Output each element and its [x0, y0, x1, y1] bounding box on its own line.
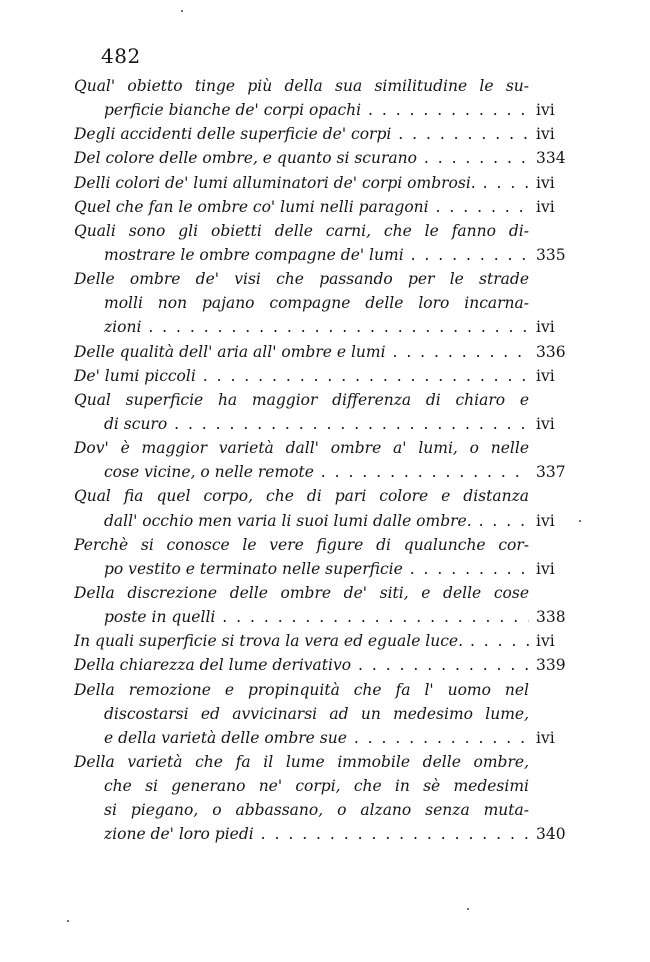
toc-entry-text: di scuro . . . [104, 412, 529, 436]
paper-speck [67, 920, 69, 922]
toc-page-ref: ivi [536, 366, 555, 385]
toc-entry-text: molli non pajano compagne delle loro incarna- [104, 294, 529, 313]
toc-line [74, 412, 574, 436]
toc-entry-text: Della chiarezza del lume derivativo . . . [74, 653, 529, 677]
paper-speck [467, 908, 469, 910]
toc-page-ref: ivi [536, 728, 555, 747]
page-number: 482 [101, 44, 141, 68]
toc-entry-text: mostrare le ombre compagne de' lumi . . . [104, 243, 529, 267]
toc-entry-text: Qual' obietto tinge più della sua similitudine le su- [74, 77, 529, 95]
toc-page-ref: 336 [536, 342, 566, 361]
toc-line [74, 605, 574, 629]
toc-page-ref: ivi [536, 101, 555, 120]
toc-page-ref: 339 [536, 656, 566, 675]
toc-page-ref: ivi [536, 511, 555, 530]
toc-line [74, 291, 574, 315]
toc-entry-text: Della remozione e propinquità che fa l' uomo nel [74, 680, 529, 699]
toc-line [74, 774, 574, 798]
toc-line [74, 629, 574, 653]
toc-entry-text: Dov' è maggior varietà dall' ombre a' lumi, o nelle [74, 439, 529, 458]
toc-entry-text: Quel che fan le ombre co' lumi nelli paragoni . . . [74, 195, 529, 219]
toc-entry-text: che si generano ne' corpi, che in sè medesimi [104, 777, 529, 796]
toc-page-ref: ivi [536, 632, 555, 651]
toc-line [74, 557, 574, 581]
toc-entry-text: De' lumi piccoli . . . [74, 364, 529, 388]
toc-entry-text: zioni . . . [104, 315, 529, 339]
toc-entry-text: dall' occhio men varia li suoi lumi dalle ombre. . . . [104, 509, 529, 533]
toc-line [74, 484, 574, 508]
toc-page-ref: ivi [536, 414, 555, 433]
toc-line [74, 726, 574, 750]
toc-line [74, 340, 574, 364]
toc-entry-text: Della discrezione delle ombre de' siti, e delle cose [74, 583, 529, 602]
toc-entry-text: po vestito e terminato nelle superficie . . . [104, 557, 529, 581]
toc-line [74, 315, 574, 339]
toc-entry-text: Delle ombre de' visi che passando per le strade [74, 270, 529, 289]
toc-line [74, 533, 574, 557]
toc-line [74, 364, 574, 388]
toc-page-ref: 335 [536, 245, 566, 264]
toc-entry-text: cose vicine, o nelle remote . . . [104, 460, 529, 484]
toc-entry-text: Delli colori de' lumi alluminatori de' corpi ombrosi. . . . [74, 171, 529, 195]
toc-line [74, 750, 574, 774]
toc-entry-text: Del colore delle ombre, e quanto si scurano . . . [74, 146, 529, 170]
toc-line [74, 460, 574, 484]
paper-speck [181, 10, 183, 12]
toc-entry-text: Qual fia quel corpo, che di pari colore e distanza [74, 487, 529, 506]
toc-page-ref: 340 [536, 825, 566, 844]
toc-line [74, 267, 574, 291]
toc-line [74, 122, 574, 146]
toc-line [74, 388, 574, 412]
toc-line [74, 74, 574, 98]
toc-line [74, 436, 574, 460]
toc-page-ref: 338 [536, 608, 566, 627]
toc-page-ref: ivi [536, 318, 555, 337]
toc-line [74, 146, 574, 170]
toc-entry-text: Perchè si conosce le vere figure di qualunche cor- [74, 535, 529, 554]
toc-entry-text: Della varietà che fa il lume immobile delle ombre, [74, 752, 529, 771]
toc-entry-text: e della varietà delle ombre sue . . . [104, 726, 529, 750]
toc-line [74, 98, 574, 122]
toc-line [74, 581, 574, 605]
toc-line [74, 195, 574, 219]
toc-line [74, 822, 574, 846]
toc-entry-text: In quali superficie si trova la vera ed eguale luce. . . . [74, 629, 529, 653]
toc-page-ref: ivi [536, 197, 555, 216]
table-of-contents [74, 74, 574, 847]
toc-entry-text: zione de' loro piedi . . . [104, 822, 529, 846]
toc-line [74, 171, 574, 195]
toc-entry-text: Quali sono gli obietti delle carni, che le fanno di- [74, 221, 529, 240]
paper-speck [579, 520, 581, 522]
toc-line [74, 219, 574, 243]
toc-entry-text: discostarsi ed avvicinarsi ad un medesimo lume, [104, 704, 529, 723]
toc-page-ref: 334 [536, 149, 566, 168]
toc-entry-text: Delle qualità dell' aria all' ombre e lumi . . . [74, 340, 529, 364]
toc-entry-text: perficie bianche de' corpi opachi . . . [104, 98, 529, 122]
toc-line [74, 798, 574, 822]
toc-line [74, 702, 574, 726]
toc-entry-text: poste in quelli . . . [104, 605, 529, 629]
toc-page-ref: 337 [536, 463, 566, 482]
toc-line [74, 509, 574, 533]
toc-entry-text: si piegano, o abbassano, o alzano senza muta- [104, 801, 529, 820]
toc-page-ref: ivi [536, 125, 555, 144]
toc-entry-text: Qual superficie ha maggior differenza di chiaro e [74, 390, 529, 409]
toc-entry-text: Degli accidenti delle superficie de' corpi . . . [74, 122, 529, 146]
toc-line [74, 653, 574, 677]
toc-page-ref: ivi [536, 559, 555, 578]
toc-line [74, 243, 574, 267]
toc-line [74, 678, 574, 702]
toc-page-ref: ivi [536, 173, 555, 192]
